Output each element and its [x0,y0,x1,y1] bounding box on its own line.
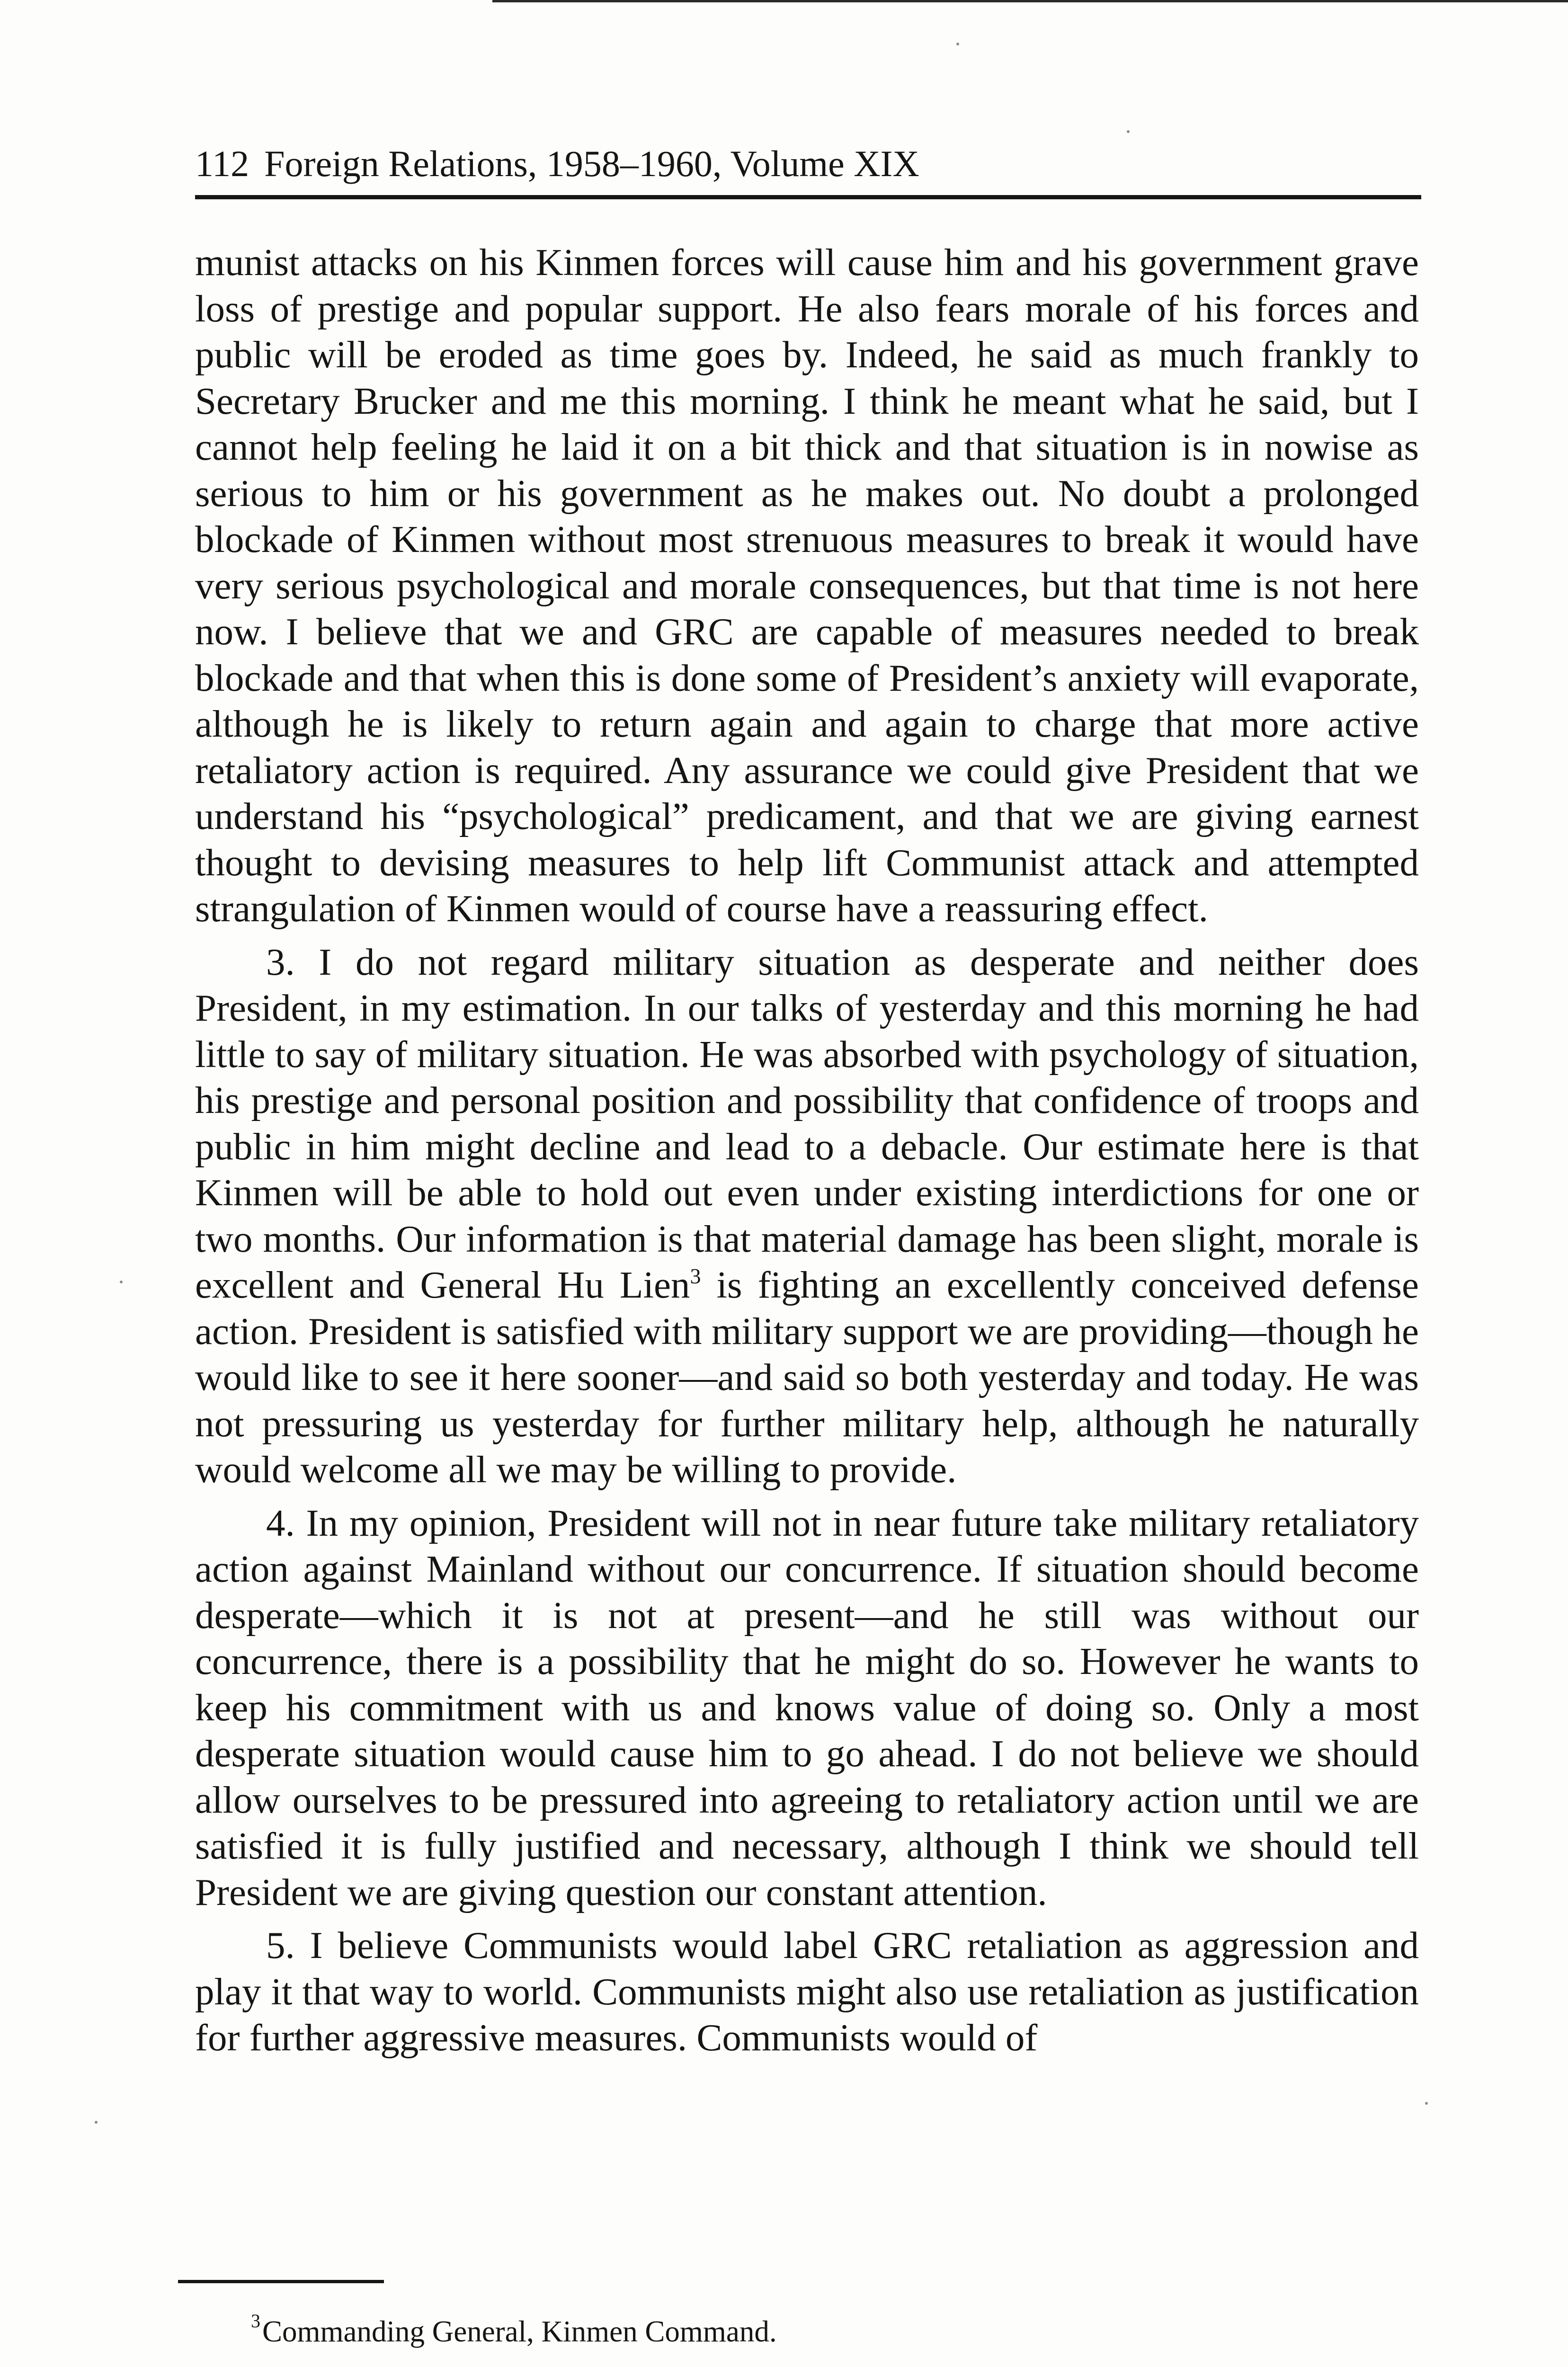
scan-speck [956,43,959,45]
paragraph-3-text-a: 3. I do not regard military situation as desperate and neither does President, in my estimation. In our talks of yesterday and this morning he had little to say of military situation. He was absorbed with psychology of situation, his prestige and personal position and possibility that confidence of troops and public in him might decline and lead to a debacle. Our estimate here is that Kinmen will be able to hold out even under existing interdictions for one or two months. Our information is that material damage has been slight, morale is excellent and General Hu Lien [195,940,1419,1306]
page-header [195,137,1421,194]
continuation-paragraph: munist attacks on his Kinmen forces will cause him and his government grave loss of prestige and popular support. He also fears morale of his forces and public will be eroded as time goes by. Indeed, he said as much frankly to Secretary Brucker and me this morning. I think he meant what he said, but I cannot help feeling he laid it on a bit thick and that situation is in nowise as serious to him or his government as he makes out. No doubt a prolonged blockade of Kinmen without most strenuous measures to break it would have very serious psychological and morale consequences, but that time is not here now. I believe that we and GRC are capable of measures needed to break blockade and that when this is done some of President’s anxiety will evaporate, although he is likely to return again and again to charge that more active retaliatory action is required. Any assurance we could give President that we understand his “psychological” predicament, and that we are giving earnest thought to devising measures to help lift Communist attack and attempted strangulation of Kinmen would of course have a reassuring effect. [195,241,1419,930]
running-head [195,140,919,187]
footnote-rule [178,2280,384,2283]
scan-speck [1425,2102,1428,2105]
paragraph-3 [195,939,1419,1493]
paragraph-4: 4. In my opinion, President will not in near future take military retaliatory action against Mainland without our concurrence. If situation should become desperate—which it is not at present—and he still was without our concurrence, there is a possibility that he might do so. However he wants to keep his commitment with us and knows value of doing so. Only a most desperate situation would cause him to go ahead. I do not believe we should allow ourselves to be pressured into agreeing to retaliatory action until we are satisfied it is fully justified and necessary, although I think we should tell President we are giving question our constant attention. [195,1501,1419,1913]
page-number: 112 [195,143,249,184]
running-head-title: Foreign Relations, 1958–1960, Volume XIX [264,143,919,184]
header-rule [195,195,1421,199]
scan-speck [120,1281,123,1283]
scan-speck [95,2121,98,2124]
paragraph-5: 5. I believe Communists would label GRC retaliation as aggression and play it that way to world. Communists might also use retaliation as justification for further aggressive measures. Communists would of [195,1924,1419,2059]
scan-top-edge-line [492,0,1568,2]
footnote [251,2310,777,2353]
footnote-reference: 3 [690,1264,701,1288]
footnote-text: Commanding General, Kinmen Command. [262,2315,777,2348]
paragraph-3-text-b: is fighting an excellently conceived defense action. President is satisfied with military support we are providing—though he would like to see it here sooner—and said so both yesterday and today. He was not pressuring us yesterday for further military help, although he naturally would welcome all we may be willing to provide. [195,1264,1419,1491]
body-text [195,240,1419,2061]
footnote-marker: 3 [251,2310,260,2331]
scan-speck [1127,130,1130,133]
